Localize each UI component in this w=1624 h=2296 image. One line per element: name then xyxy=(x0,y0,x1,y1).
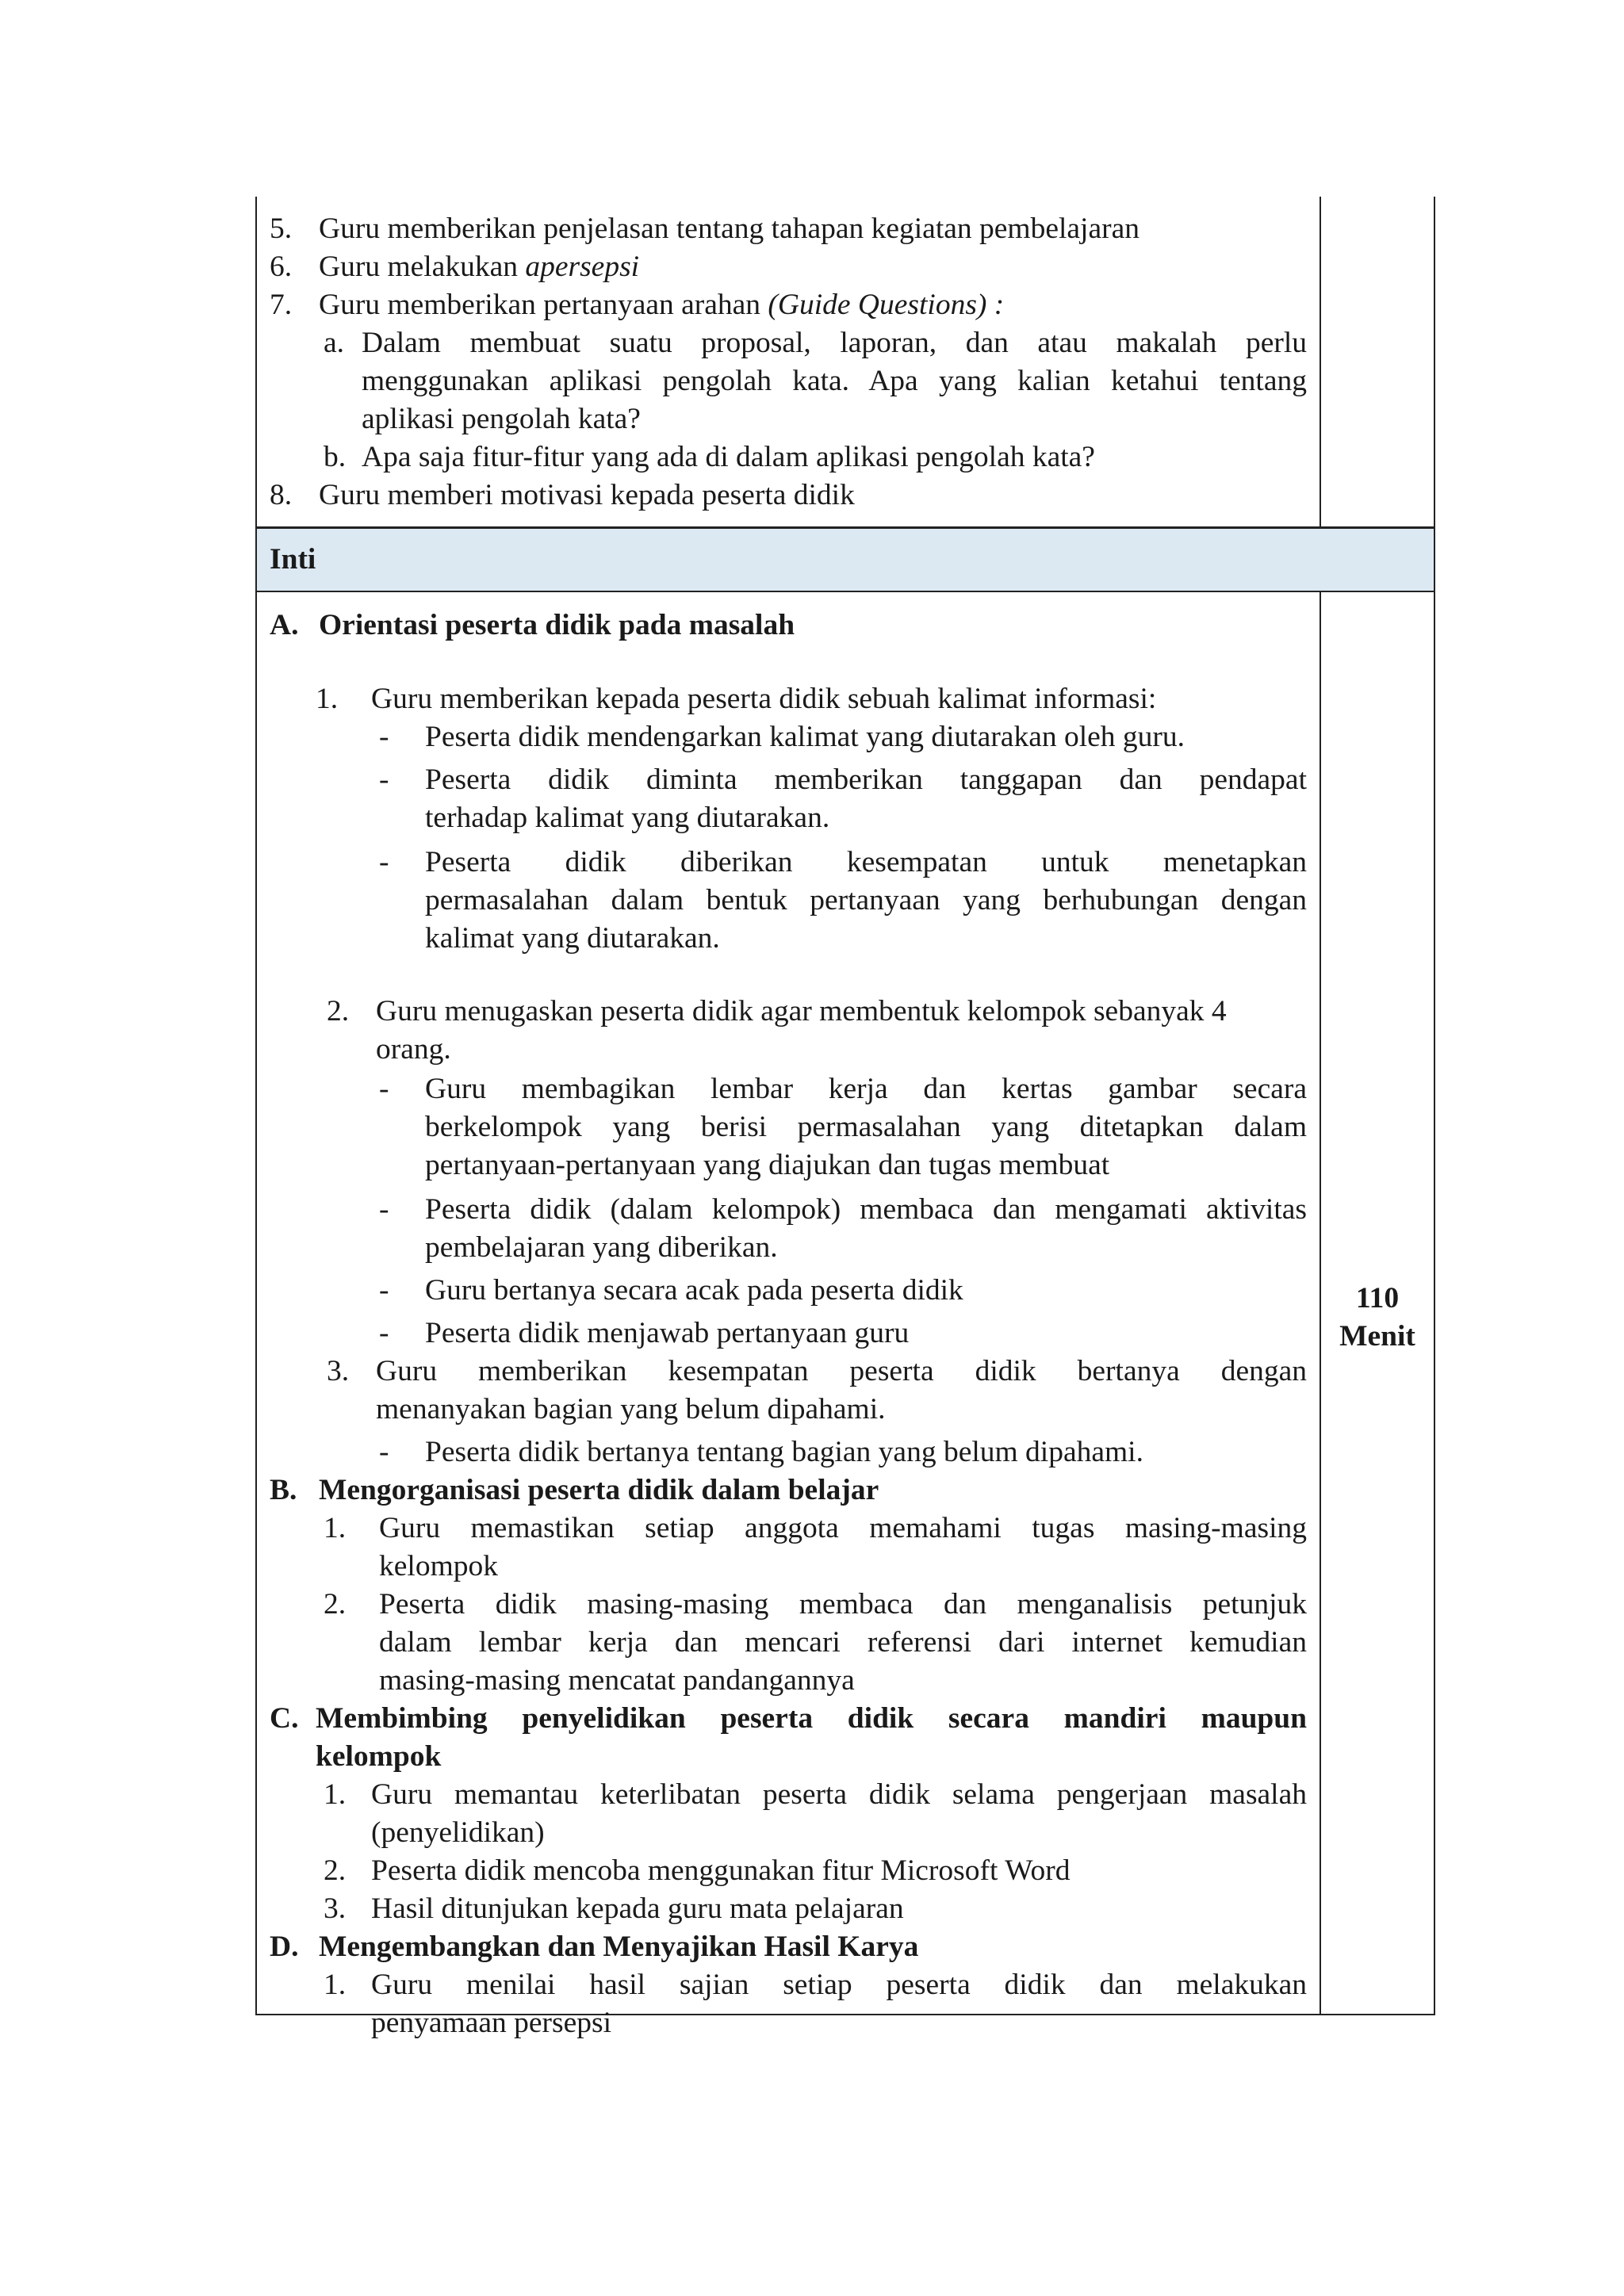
section-letter: C. xyxy=(270,1702,299,1735)
list-item-text: Peserta didik mencoba menggunakan fitur Microsoft Word xyxy=(371,1854,1071,1887)
list-number: 5. xyxy=(270,212,293,245)
dash-item-line: Peserta didik bertanya tentang bagian yang belum dipahami. xyxy=(425,1436,1143,1468)
list-number: 1. xyxy=(324,1778,347,1811)
list-item-text: Guru menilai hasil sajian setiap peserta didik dan melakukan xyxy=(371,1969,1307,2001)
section-letter: A. xyxy=(270,609,299,641)
dash-bullet: - xyxy=(379,1193,389,1226)
list-number: 2. xyxy=(324,1854,347,1887)
list-item-text: Guru memberikan kesempatan peserta didik bertanya dengan xyxy=(376,1355,1307,1387)
section-title: Mengorganisasi peserta didik dalam belajar xyxy=(319,1474,879,1506)
dash-item-line: Peserta didik (dalam kelompok) membaca dan mengamati aktivitas xyxy=(425,1193,1307,1226)
dash-item-line: Guru bertanya secara acak pada peserta didik xyxy=(425,1274,963,1307)
list-item-text: Peserta didik masing-masing membaca dan menganalisis petunjuk xyxy=(379,1588,1307,1621)
dash-item-line: Peserta didik diberikan kesempatan untuk menetapkan xyxy=(425,846,1307,878)
dash-bullet: - xyxy=(379,1073,389,1105)
dash-item-line: pertanyaan-pertanyaan yang diajukan dan tugas membuat xyxy=(425,1149,1110,1181)
list-item-text: Guru memastikan setiap anggota memahami tugas masing-masing xyxy=(379,1512,1307,1544)
dash-item-line: Peserta didik menjawab pertanyaan guru xyxy=(425,1317,910,1349)
list-item-text: Guru memberikan pertanyaan arahan (Guide Questions) : xyxy=(319,289,1005,321)
list-item-text: masing-masing mencatat pandangannya xyxy=(379,1664,855,1697)
list-number: 2. xyxy=(324,1588,347,1621)
dash-item-line: Peserta didik mendengarkan kalimat yang diutarakan oleh guru. xyxy=(425,721,1185,753)
dash-bullet: - xyxy=(379,1436,389,1468)
list-number: 8. xyxy=(270,479,293,511)
list-item-text: penyamaan persepsi xyxy=(371,2007,612,2039)
dash-item-line: berkelompok yang berisi permasalahan yang ditetapkan dalam xyxy=(425,1111,1307,1143)
section-letter: B. xyxy=(270,1474,297,1506)
section-letter: D. xyxy=(270,1931,299,1963)
table-border-right xyxy=(1434,197,1435,2015)
section-header-row xyxy=(257,528,1434,591)
dash-item-line: Guru membagikan lembar kerja dan kertas gambar secara xyxy=(425,1073,1307,1105)
list-item-text: Guru memberikan kepada peserta didik sebuah kalimat informasi: xyxy=(371,683,1157,715)
list-item-text: kelompok xyxy=(379,1550,498,1582)
row-divider-1 xyxy=(255,526,1435,529)
list-item-text: (penyelidikan) xyxy=(371,1816,545,1849)
dash-item-line: Peserta didik diminta memberikan tanggapan dan pendapat xyxy=(425,763,1307,796)
list-number: 1. xyxy=(324,1969,347,2001)
sub-item-label: b. xyxy=(324,441,347,473)
duration-value: 110 xyxy=(1355,1282,1400,1314)
list-number: 2. xyxy=(327,995,350,1027)
section-title: kelompok xyxy=(316,1740,442,1773)
list-item-text: Guru menugaskan peserta didik agar membentuk kelompok sebanyak 4 xyxy=(376,995,1227,1027)
list-item-text: orang. xyxy=(376,1033,451,1066)
list-number: 1. xyxy=(316,683,339,715)
list-number: 3. xyxy=(324,1892,347,1925)
list-number: 7. xyxy=(270,289,293,321)
column-divider-top xyxy=(1320,197,1321,528)
list-item-text: Hasil ditunjukan kepada guru mata pelajaran xyxy=(371,1892,904,1925)
list-number: 3. xyxy=(327,1355,350,1387)
list-item-text: Guru memberikan penjelasan tentang tahapan kegiatan pembelajaran xyxy=(319,212,1139,245)
row-divider-2 xyxy=(255,591,1435,592)
dash-item-line: kalimat yang diutarakan. xyxy=(425,922,720,955)
sub-item-line: menggunakan aplikasi pengolah kata. Apa yang kalian ketahui tentang xyxy=(362,365,1307,397)
list-item-text: dalam lembar kerja dan mencari referensi dari internet kemudian xyxy=(379,1626,1307,1659)
section-title: Orientasi peserta didik pada masalah xyxy=(319,609,795,641)
dash-bullet: - xyxy=(379,846,389,878)
sub-item-line: aplikasi pengolah kata? xyxy=(362,403,641,435)
section-title: Mengembangkan dan Menyajikan Hasil Karya xyxy=(319,1931,919,1963)
list-number: 6. xyxy=(270,251,293,283)
list-item-text: Guru memberi motivasi kepada peserta didik xyxy=(319,479,855,511)
section-header-title: Inti xyxy=(270,543,316,576)
section-title: Membimbing penyelidikan peserta didik secara mandiri maupun xyxy=(316,1702,1307,1735)
dash-item-line: pembelajaran yang diberikan. xyxy=(425,1231,778,1264)
table-border-left xyxy=(255,197,257,2015)
sub-item-line: Apa saja fitur-fitur yang ada di dalam aplikasi pengolah kata? xyxy=(362,441,1095,473)
dash-bullet: - xyxy=(379,1274,389,1307)
dash-bullet: - xyxy=(379,721,389,753)
sub-item-label: a. xyxy=(324,327,345,359)
list-item-text: menanyakan bagian yang belum dipahami. xyxy=(376,1393,886,1425)
list-number: 1. xyxy=(324,1512,347,1544)
dash-item-line: permasalahan dalam bentuk pertanyaan yang berhubungan dengan xyxy=(425,884,1307,916)
dash-bullet: - xyxy=(379,1317,389,1349)
dash-item-line: terhadap kalimat yang diutarakan. xyxy=(425,802,830,834)
list-item-text: Guru memantau keterlibatan peserta didik selama pengerjaan masalah xyxy=(371,1778,1307,1811)
duration-unit: Menit xyxy=(1339,1320,1415,1353)
sub-item-line: Dalam membuat suatu proposal, laporan, dan atau makalah perlu xyxy=(362,327,1307,359)
dash-bullet: - xyxy=(379,763,389,796)
list-item-text: Guru melakukan apersepsi xyxy=(319,251,640,283)
